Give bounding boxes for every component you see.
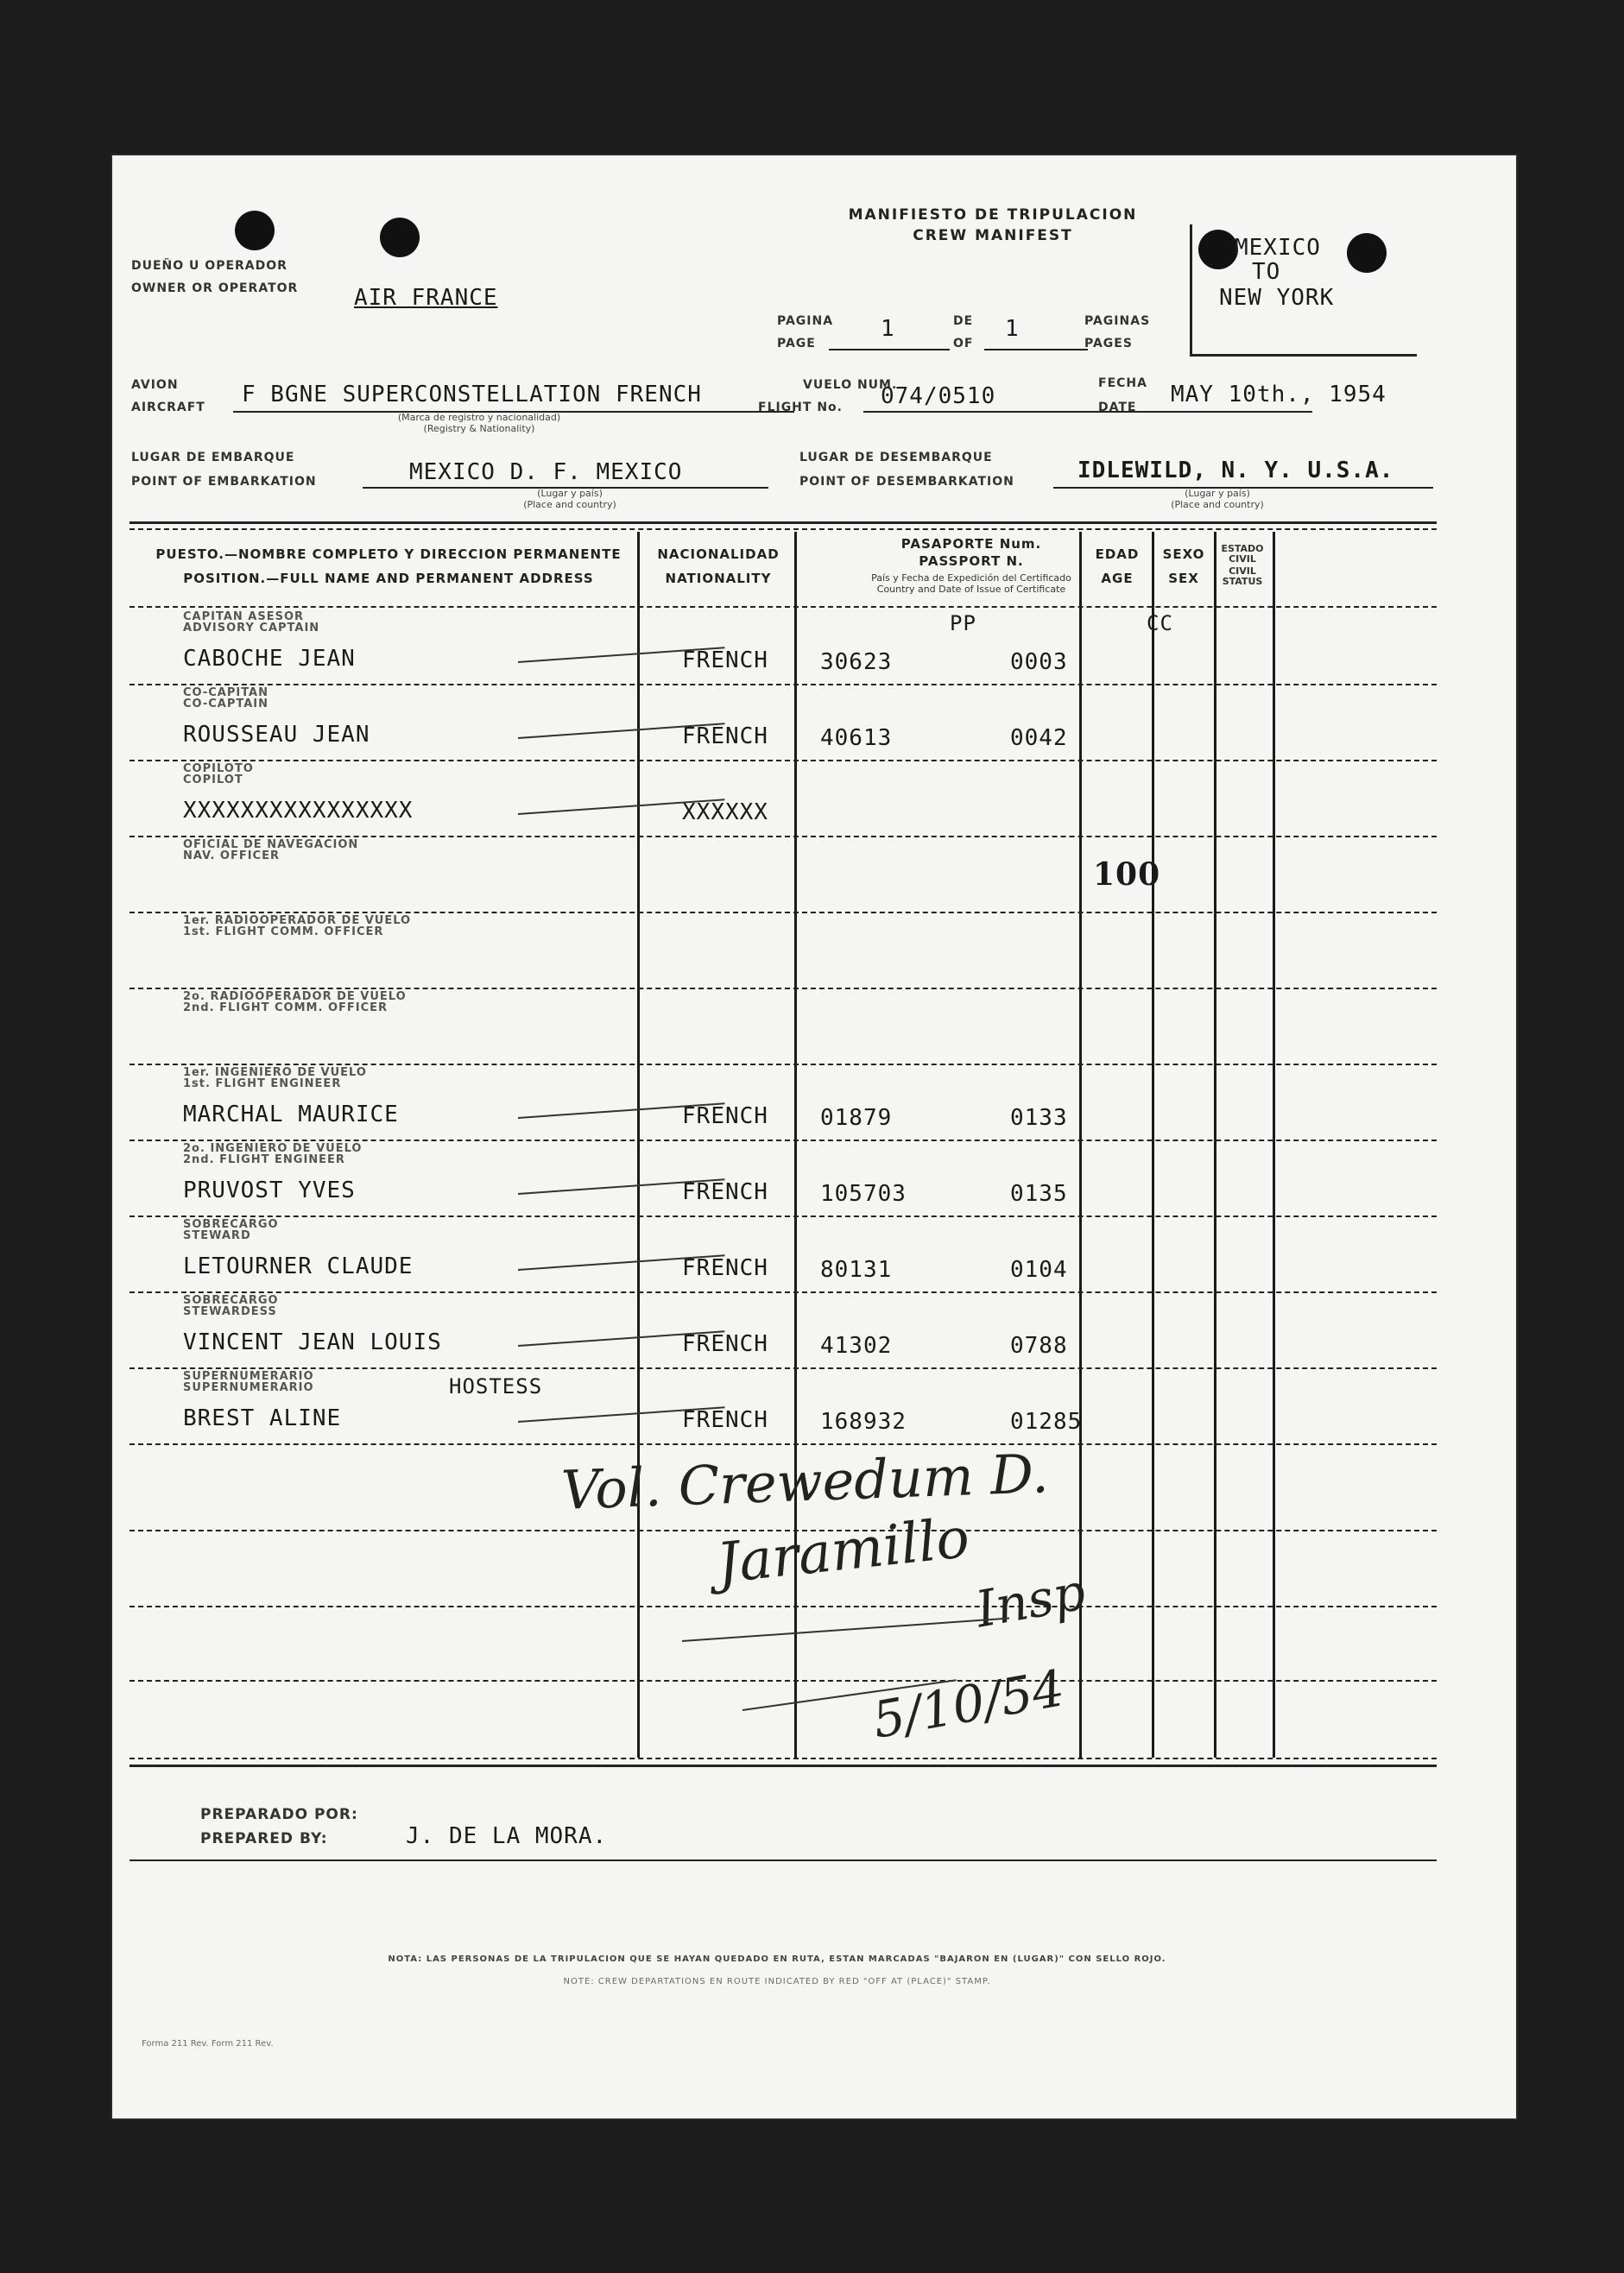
- col-passport-sub-es: País y Fecha de Expedición del Certificado: [871, 572, 1071, 584]
- row-divider: [130, 1443, 1437, 1445]
- row-certificate: 0003: [1010, 649, 1068, 675]
- aircraft-sub-en: (Registry & Nationality): [423, 423, 535, 434]
- col-age-en: AGE: [1101, 571, 1134, 586]
- aircraft-value: F BGNE SUPERCONSTELLATION FRENCH: [242, 382, 702, 407]
- row-role-en: STEWARDESS: [183, 1305, 277, 1318]
- disembark-value: IDLEWILD, N. Y. U.S.A.: [1077, 458, 1394, 483]
- note-es: NOTA: LAS PERSONAS DE LA TRIPULACION QUE SE HAYAN QUEDADO EN RUTA, ESTAN MARCADAS "BAJARON EN (LUGAR)" CON SELLO ROJO.: [388, 1954, 1166, 1964]
- route-from: MEXICO: [1235, 235, 1321, 261]
- row-name: VINCENT JEAN LOUIS: [183, 1329, 442, 1355]
- row-role-extra: HOSTESS: [449, 1374, 543, 1399]
- page-label-en: PAGE: [777, 337, 816, 350]
- row-role-en: 1st. FLIGHT ENGINEER: [183, 1077, 342, 1090]
- embark-sub-es: (Lugar y país): [537, 488, 603, 499]
- row-role-es: 2o. RADIOOPERADOR DE VUELO: [183, 990, 407, 1003]
- of-label-en: OF: [953, 337, 974, 350]
- pages-label-es: PAGINAS: [1084, 314, 1151, 328]
- date-label-en: DATE: [1098, 401, 1137, 414]
- row-passport: 30623: [820, 649, 893, 675]
- row-role-es: 1er. INGENIERO DE VUELO: [183, 1066, 367, 1079]
- row-divider: [130, 1215, 1437, 1217]
- row-nationality: FRENCH: [682, 723, 768, 749]
- row-divider: [130, 1291, 1437, 1293]
- page-label-es: PAGINA: [777, 314, 834, 328]
- owner-value: AIR FRANCE: [354, 285, 498, 311]
- row-divider: [130, 1064, 1437, 1065]
- row-role-es: COPILOTO: [183, 762, 254, 775]
- col-position-en: POSITION.—FULL NAME AND PERMANENT ADDRESS: [183, 571, 594, 586]
- cc-label: CC: [1147, 611, 1173, 635]
- row-divider: [130, 760, 1437, 761]
- embark-label-es: LUGAR DE EMBARQUE: [131, 451, 295, 464]
- row-certificate: 01285: [1010, 1409, 1083, 1435]
- signature-jaramillo: Jaramillo: [713, 1506, 973, 1597]
- owner-label-en: OWNER OR OPERATOR: [131, 281, 299, 295]
- row-divider: [130, 1367, 1437, 1369]
- route-to-word: TO: [1252, 259, 1281, 285]
- row-nationality: FRENCH: [682, 1407, 768, 1433]
- flight-label-en: FLIGHT No.: [758, 401, 843, 414]
- row-role-es: OFICIAL DE NAVEGACION: [183, 838, 359, 851]
- row-certificate: 0042: [1010, 725, 1068, 751]
- col-passport-sub-en: Country and Date of Issue of Certificate: [876, 584, 1066, 595]
- signature-vol: Vol. Crewedum D.: [559, 1442, 1050, 1522]
- row-passport: 105703: [820, 1181, 907, 1207]
- aircraft-label-es: AVION: [131, 378, 179, 392]
- signature-insp: Insp: [971, 1562, 1090, 1639]
- date-value: MAY 10th., 1954: [1171, 382, 1387, 407]
- row-passport: 40613: [820, 725, 893, 751]
- row-role-es: SOBRECARGO: [183, 1218, 279, 1231]
- row-passport: 80131: [820, 1257, 893, 1283]
- row-role-es: 1er. RADIOOPERADOR DE VUELO: [183, 914, 412, 927]
- signature-date: 5/10/54: [868, 1658, 1069, 1750]
- prepared-label-en: PREPARED BY:: [200, 1830, 328, 1847]
- pp-label: PP: [950, 611, 976, 635]
- row-role-es: 2o. INGENIERO DE VUELO: [183, 1142, 363, 1155]
- col-position-es: PUESTO.—NOMBRE COMPLETO Y DIRECCION PERMANENTE: [155, 546, 622, 562]
- row-nationality: FRENCH: [682, 1255, 768, 1281]
- owner-label-es: DUEÑO U OPERADOR: [131, 259, 288, 273]
- row-role-es: SUPERNUMERARIO: [183, 1370, 314, 1383]
- row-certificate: 0788: [1010, 1333, 1068, 1359]
- punch-hole: [380, 218, 420, 257]
- row-nationality: FRENCH: [682, 1331, 768, 1357]
- flight-label-es: VUELO NUM.: [803, 378, 898, 392]
- row-divider: [130, 836, 1437, 837]
- signature-flourish: [682, 1617, 1009, 1642]
- prepared-value: J. DE LA MORA.: [406, 1823, 608, 1849]
- aircraft-sub-es: (Marca de registro y nacionalidad): [397, 412, 561, 423]
- page-value: 1: [881, 316, 895, 342]
- embark-label-en: POINT OF EMBARKATION: [131, 475, 317, 489]
- col-passport-es: PASAPORTE Num.: [900, 536, 1042, 552]
- row-passport: 41302: [820, 1333, 893, 1359]
- title-en: CREW MANIFEST: [913, 227, 1073, 244]
- row-nationality: FRENCH: [682, 1103, 768, 1129]
- row-name: CABOCHE JEAN: [183, 646, 356, 672]
- row-divider: [130, 912, 1437, 913]
- col-sex-es: SEXO: [1162, 546, 1205, 562]
- embark-value: MEXICO D. F. MEXICO: [409, 459, 683, 485]
- row-passport: 01879: [820, 1105, 893, 1131]
- row-role-en: 2nd. FLIGHT COMM. OFFICER: [183, 1001, 389, 1014]
- row-role-en: SUPERNUMERARIO: [183, 1381, 314, 1394]
- pages-label-en: PAGES: [1084, 337, 1133, 350]
- row-certificate: 0133: [1010, 1105, 1068, 1131]
- disembark-sub-en: (Place and country): [1171, 499, 1264, 510]
- col-age-es: EDAD: [1095, 546, 1140, 562]
- row-name: XXXXXXXXXXXXXXXX: [183, 798, 414, 824]
- manifest-page: [112, 155, 1516, 2118]
- route-to: NEW YORK: [1219, 285, 1335, 311]
- row-role-en: 1st. FLIGHT COMM. OFFICER: [183, 925, 384, 938]
- col-sex-en: SEX: [1168, 571, 1199, 586]
- of-label-es: DE: [953, 314, 974, 328]
- date-label-es: FECHA: [1098, 376, 1147, 390]
- col-passport-en: PASSPORT N.: [919, 553, 1024, 569]
- row-role-en: 2nd. FLIGHT ENGINEER: [183, 1153, 345, 1166]
- disembark-label-en: POINT OF DESEMBARKATION: [799, 475, 1014, 489]
- embark-sub-en: (Place and country): [523, 499, 616, 510]
- row-name: BREST ALINE: [183, 1405, 342, 1431]
- row-nationality: FRENCH: [682, 647, 768, 673]
- row-passport: 168932: [820, 1409, 907, 1435]
- age-stamp: 100: [1093, 856, 1161, 893]
- row-role-en: CO-CAPTAIN: [183, 698, 269, 710]
- row-divider: [130, 1140, 1437, 1141]
- row-role-es: SOBRECARGO: [183, 1294, 279, 1307]
- row-role-es: CO-CAPITAN: [183, 686, 269, 699]
- disembark-sub-es: (Lugar y país): [1185, 488, 1250, 499]
- row-name: LETOURNER CLAUDE: [183, 1253, 414, 1279]
- of-value: 1: [1005, 316, 1020, 342]
- col-civil-es: ESTADO CIVIL: [1221, 543, 1264, 565]
- row-name: PRUVOST YVES: [183, 1178, 356, 1203]
- form-number: Forma 211 Rev. Form 211 Rev.: [142, 2039, 274, 2049]
- col-civil-en: CIVIL STATUS: [1222, 565, 1263, 587]
- row-role-en: NAV. OFFICER: [183, 849, 280, 862]
- row-role-en: STEWARD: [183, 1229, 251, 1242]
- row-nationality: XXXXXX: [682, 799, 768, 825]
- row-name: ROUSSEAU JEAN: [183, 722, 370, 748]
- row-role-en: COPILOT: [183, 773, 243, 786]
- row-role-en: ADVISORY CAPTAIN: [183, 622, 320, 635]
- prepared-label-es: PREPARADO POR:: [200, 1806, 358, 1823]
- title-es: MANIFIESTO DE TRIPULACION: [848, 206, 1138, 224]
- row-name: MARCHAL MAURICE: [183, 1102, 399, 1127]
- col-nationality-es: NACIONALIDAD: [657, 546, 780, 562]
- flight-value: 074/0510: [881, 383, 996, 409]
- row-role-es: CAPITAN ASESOR: [183, 610, 305, 623]
- col-nationality-en: NATIONALITY: [665, 571, 772, 586]
- row-divider: [130, 684, 1437, 685]
- row-nationality: FRENCH: [682, 1179, 768, 1205]
- row-certificate: 0135: [1010, 1181, 1068, 1207]
- disembark-label-es: LUGAR DE DESEMBARQUE: [799, 451, 993, 464]
- row-certificate: 0104: [1010, 1257, 1068, 1283]
- aircraft-label-en: AIRCRAFT: [131, 401, 205, 414]
- row-divider: [130, 988, 1437, 989]
- punch-hole: [235, 211, 275, 250]
- note-en: NOTE: CREW DEPARTATIONS EN ROUTE INDICATED BY RED "OFF AT (PLACE)" STAMP.: [563, 1977, 991, 1986]
